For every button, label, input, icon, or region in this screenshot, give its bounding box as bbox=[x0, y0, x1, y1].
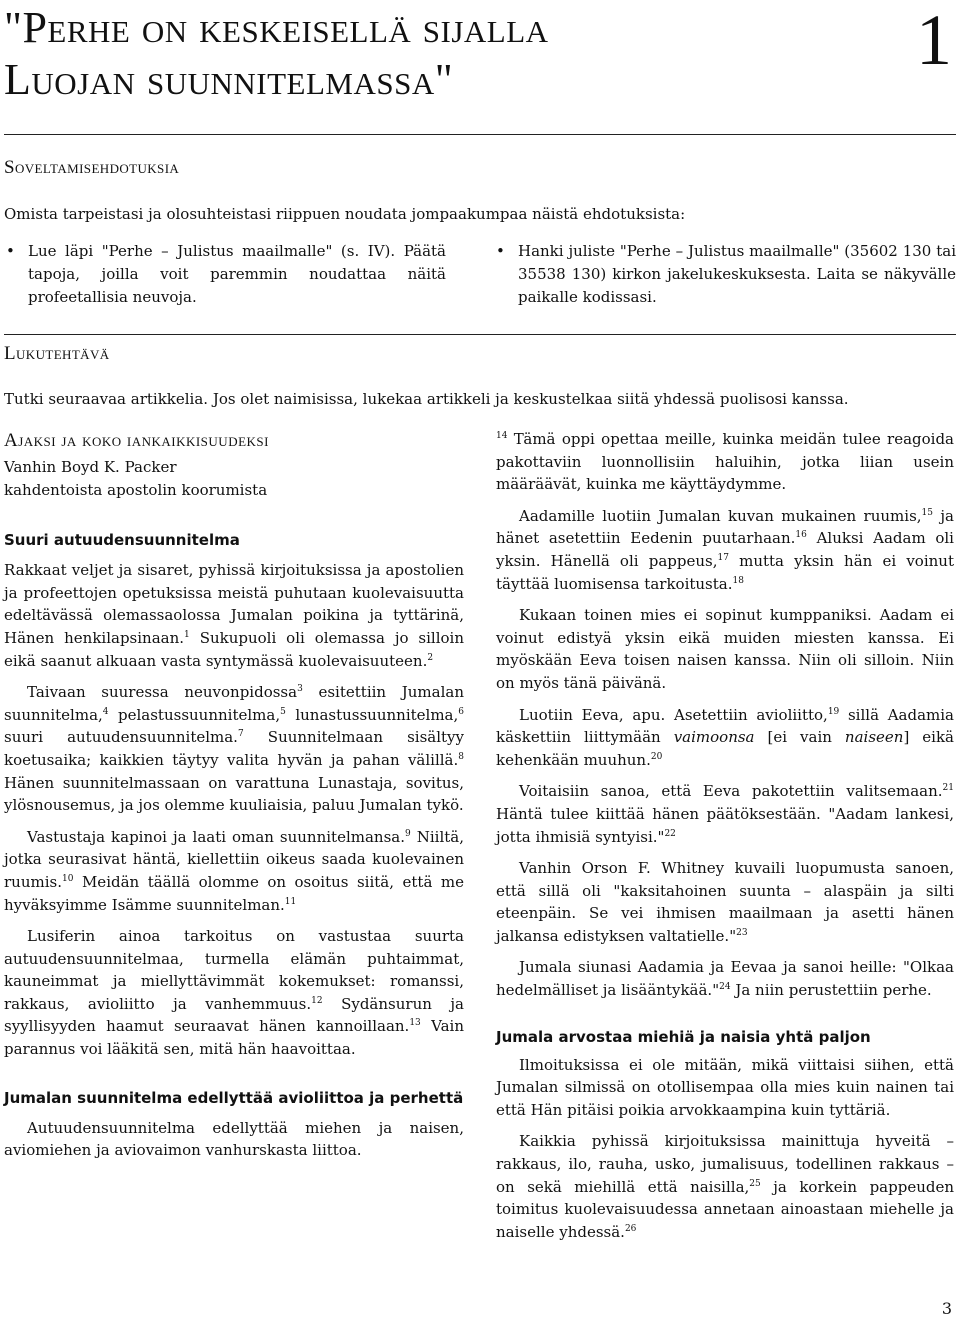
paragraph: Vanhin Orson F. Whitney kuvaili luopumusta sanoen, että sillä oli "kaksitahoinen suunta – alaspäin ja silti eteenpäin. Se vei ihmisen maailmaan ja asetti hänen jalkansa edistyksen valtatielle."$^{23}$ bbox=[496, 859, 954, 945]
chapter-title-line-1: "Perhe on keskeisellä sijalla bbox=[4, 3, 549, 52]
paragraph: Aadamille luotiin Jumalan kuvan mukainen ruumis,$^{15}$ ja hänet asetettiin Eedenin puutarhaan.$^{16}$ Aluksi Aadam oli yksin. Hänellä oli pappeus,$^{17}$ mutta yksin hän ei voinut täyttää luomisensa tarkoitusta.$^{18}$ bbox=[496, 506, 954, 593]
divider bbox=[4, 134, 956, 135]
section-heading: Suuri autuudensuunnitelma bbox=[4, 531, 240, 550]
chapter-title bbox=[4, 2, 844, 106]
paragraph: Kaikkia pyhissä kirjoituksissa mainittuja hyveitä – rakkaus, ilo, rauha, usko, jumalisuus, todellinen rakkaus – on sekä miehillä että naisilla,$^{25}$ ja korkein pappeuden toimitus kuolevaisuudessa annetaan ainoastaan miehelle ja naiselle yhdessä.$^{26}$ bbox=[496, 1132, 954, 1241]
paragraph: Kukaan toinen mies ei sopinut kumppaniksi. Aadam ei voinut edistyä yksin eikä muiden miesten kanssa. Ei myöskään Eeva toisen naisen kanssa. Niin oli silloin. Niin on myös tänä päivänä. bbox=[496, 606, 954, 692]
reading-heading: Lukutehtävä bbox=[4, 343, 110, 364]
suggestion-text: Lue läpi "Perhe – Julistus maailmalle" (s. IV). Päätä tapoja, joilla voit paremmin noudattaa näitä profeetallisia neuvoja. bbox=[28, 242, 446, 306]
suggestions-intro: Omista tarpeistasi ja olosuhteistasi riippuen noudata jompaakumpaa näistä ehdotuksista: bbox=[4, 205, 686, 223]
suggestion-item bbox=[6, 240, 446, 309]
paragraph: Vastustaja kapinoi ja laati oman suunnitelmansa.$^9$ Niiltä, jotka seurasivat häntä, kiellettiin oikeus saada kuolevainen ruumis.$^{10}$ Meidän täällä olomme on osoitus siitä, että me hyväksyimme Isämme suunnitelman.$^{11}$ bbox=[4, 827, 464, 914]
reading-instruction-2: Jos olet naimisissa, lukekaa artikkeli ja keskustelkaa siitä yhdessä puolisosi kanssa. bbox=[212, 390, 849, 408]
section-heading: Jumala arvostaa miehiä ja naisia yhtä paljon bbox=[496, 1027, 871, 1046]
paragraph: Lusiferin ainoa tarkoitus on vastustaa suurta autuudensuunnitelmaa, turmella elämän puhtaimmat, kauneimmat ja miellyttävimmät kokemukset: romanssi, rakkaus, avioliitto ja vanhemmuus.$^{12}$ Sydänsurun ja syyllisyyden haamut seuraavat hänen kannoillaan.$^{13}$ Vain parannus voi lääkitä sen, mitä hän haavoittaa. bbox=[4, 927, 464, 1059]
paragraph: Rakkaat veljet ja sisaret, pyhissä kirjoituksissa ja apostolien ja profeettojen opetuksissa meistä puhutaan kuolevaisuutta edeltävässä olemassaolossa Jumalan poikina ja tyttärinä, Hänen henkilapsinaan.$^1$ Sukupuoli oli olemassa jo silloin eikä saanut alkuaan vasta syntymässä kuolevaisuuteen.$^2$ bbox=[4, 561, 464, 670]
article-author-role: kahdentoista apostolin koorumista bbox=[4, 480, 268, 499]
bullet-icon: • bbox=[6, 242, 15, 260]
chapter-title-line-2: Luojan suunnitelmassa" bbox=[4, 55, 454, 104]
paragraph: Autuudensuunnitelma edellyttää miehen ja naisen, aviomiehen ja aviovaimon vanhurskasta liittoa. bbox=[4, 1118, 464, 1160]
article-column-left bbox=[4, 430, 464, 1162]
chapter-number: 1 bbox=[916, 0, 952, 80]
paragraph: Jumala siunasi Aadamia ja Eevaa ja sanoi heille: "Olkaa hedelmälliset ja lisääntykää."$^{24}$ Ja niin perustettiin perhe. bbox=[496, 958, 954, 1000]
suggestion-text: Hanki juliste "Perhe – Julistus maailmalle" (35602 130 tai 35538 130) kirkon jakelukeskuksesta. Laita se näkyvälle paikalle kodissasi. bbox=[518, 242, 956, 306]
reading-instruction-1: Tutki seuraavaa artikkelia. bbox=[4, 390, 209, 408]
paragraph: $^{14}$ Tämä oppi opettaa meille, kuinka meidän tulee reagoida pakottaviin luonnollisiin haluihin, jotka liian usein määräävät, kuinka me käyttäydymme. bbox=[496, 430, 954, 494]
paragraph: Taivaan suuressa neuvonpidossa$^3$ esitettiin Jumalan suunnitelma,$^4$ pelastussuunnitelma,$^5$ lunastussuunnitelma,$^6$ suuri autuudensuunnitelma.$^7$ Suunnitelmaan sisältyy koetusaika; kaikkien täytyy valita hyvän ja pahan välillä.$^8$ Hänen suunnitelmassaan on varattuna Lunastaja, sovitus, ylösnousemus, ja jos olemme kuuliaisia, paluu Jumalan tykö. bbox=[4, 683, 464, 815]
article-author: Vanhin Boyd K. Packer bbox=[4, 458, 177, 476]
paragraph: Luotiin Eeva, apu. Asetettiin avioliitto,$^{19}$ sillä Aadamia käskettiin liittymään vaimoonsa [ei vain naiseen] eikä kehenkään muuhun.$^{20}$ bbox=[496, 705, 954, 769]
bullet-icon: • bbox=[496, 242, 505, 260]
suggestion-item bbox=[496, 240, 956, 309]
reading-instruction bbox=[4, 388, 849, 410]
section-heading: Jumalan suunnitelma edellyttää avioliittoa ja perhettä bbox=[4, 1088, 464, 1107]
paragraph: Ilmoituksissa ei ole mitään, mikä viittaisi siihen, että Jumalan silmissä on otollisempaa olla mies kuin nainen tai että Hän pitäisi poikia arvokkaampina kuin tyttäriä. bbox=[496, 1055, 954, 1119]
suggestions-heading: Soveltamisehdotuksia bbox=[4, 157, 180, 178]
article-title: Ajaksi ja koko iankaikkisuudeksi bbox=[4, 430, 269, 451]
article-column-right bbox=[496, 428, 954, 1243]
paragraph: Voitaisiin sanoa, että Eeva pakotettiin valitsemaan.$^{21}$ Häntä tulee kiittää hänen päätöksestään. "Aadam lankesi, jotta ihmisiä syntyisi."$^{22}$ bbox=[496, 782, 954, 846]
divider bbox=[4, 334, 956, 335]
page-number: 3 bbox=[941, 1299, 952, 1318]
